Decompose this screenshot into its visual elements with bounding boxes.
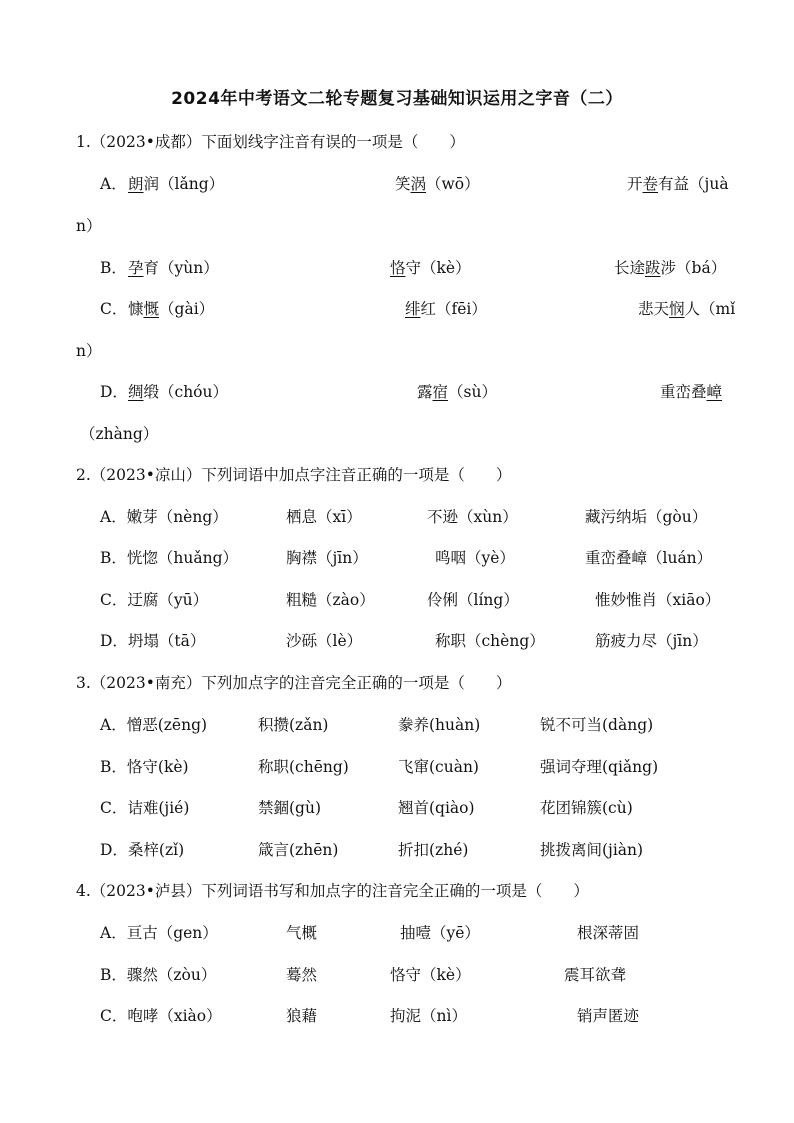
option-word: 挑拨离间(jiàn): [540, 841, 644, 859]
underlined-char: 朗: [128, 175, 144, 193]
word-text: 露: [417, 383, 433, 401]
option-word: 销声匿迹: [577, 1007, 640, 1025]
word-text: 涉（bá）: [660, 259, 727, 277]
option-word: B．恍惚（huǎng）: [100, 549, 239, 567]
underlined-char: 孕: [128, 259, 144, 277]
option-word: 鸣咽（yè）: [435, 549, 515, 567]
option-label: D．: [100, 383, 128, 401]
option-label: B．: [100, 259, 127, 277]
page-title: 2024年中考语文二轮专题复习基础知识运用之字音（二）: [171, 89, 623, 109]
option-word: 折扣(zhé): [398, 841, 469, 859]
option-word: 根深蒂固: [577, 924, 640, 942]
option-word: A．嫩芽（nèng）: [100, 508, 228, 526]
question-2-stem: 2.（2023•凉山）下列词语中加点字注音正确的一项是（ ）: [76, 466, 512, 484]
option-word: D．桑梓(zǐ): [100, 841, 185, 859]
option-word: 不逊（xùn）: [427, 508, 518, 526]
q1-option-a-wrap: n）: [76, 217, 102, 235]
question-1-stem: 1.（2023•成都）下面划线字注音有误的一项是（ ）: [76, 133, 465, 151]
underlined-char: 慨: [143, 300, 160, 318]
option-word: C．咆哮（xiào）: [100, 1007, 222, 1025]
option-word: 筋疲力尽（jīn）: [595, 632, 708, 650]
underlined-char: 涡: [410, 175, 427, 193]
option-word: 气概: [286, 924, 318, 942]
question-4-stem: 4.（2023•泸县）下列词语书写和加点字的注音完全正确的一项是（ ）: [76, 882, 589, 900]
word-text: （gài）: [159, 300, 215, 318]
option-word: 拘泥（nì）: [390, 1007, 467, 1025]
option-word: 震耳欲聋: [564, 966, 627, 984]
option-word: 伶俐（líng）: [427, 591, 519, 609]
option-word: 抽噎（yē）: [400, 924, 480, 942]
option-word: 翘首(qiào): [398, 799, 475, 817]
option-word: A．亘古（gen）: [100, 924, 218, 942]
word-text: （sù）: [448, 383, 497, 401]
option-word: 豢养(huàn): [398, 716, 481, 734]
option-word: 胸襟（jīn）: [286, 549, 368, 567]
word-text: 长途: [614, 259, 646, 277]
option-word: 积攒(zǎn): [258, 716, 329, 734]
option-word: B．骤然（zòu）: [100, 966, 217, 984]
option-word: A．憎恶(zēng): [100, 716, 208, 734]
word-text: 有益（juà: [658, 175, 729, 193]
option-word: 藏污纳垢（gòu）: [585, 508, 708, 526]
underlined-char: 绯: [405, 300, 421, 318]
word-text: 重峦叠: [660, 383, 707, 401]
underlined-char: 卷: [642, 175, 659, 193]
word-text: 笑: [395, 175, 411, 193]
word-text: 润（lǎng）: [143, 175, 225, 193]
underlined-char: 绸: [128, 383, 144, 401]
option-word: 箴言(zhēn): [258, 841, 339, 859]
option-word: 重峦叠嶂（luán）: [585, 549, 713, 567]
option-word: 惟妙惟肖（xiāo）: [595, 591, 721, 609]
option-word: 恪守（kè）: [390, 966, 471, 984]
underlined-char: 宿: [432, 383, 449, 401]
option-word: C．诘难(jié): [100, 799, 190, 817]
option-word: 禁錮(gù): [258, 799, 321, 817]
option-word: 锐不可当(dàng): [540, 716, 654, 734]
word-text: 慷: [128, 300, 144, 318]
word-text: 守（kè）: [405, 259, 471, 277]
option-word: B．恪守(kè): [100, 758, 189, 776]
option-label: A．: [100, 175, 127, 193]
word-text: 红（fēi）: [420, 300, 487, 318]
option-word: 称职（chèng）: [435, 632, 545, 650]
option-word: D．坍塌（tā）: [100, 632, 206, 650]
option-word: 栖息（xī）: [286, 508, 362, 526]
option-word: 强词夺理(qiǎng): [540, 758, 659, 776]
word-text: （wō）: [426, 175, 480, 193]
option-word: 粗糙（zào）: [286, 591, 375, 609]
option-word: 蓦然: [286, 966, 318, 984]
word-text: 人（mǐ: [684, 300, 736, 318]
option-word: C．迂腐（yū）: [100, 591, 209, 609]
option-word: 花团锦簇(cù): [540, 799, 633, 817]
underlined-char: 悯: [669, 300, 685, 318]
option-word: 飞窜(cuàn): [398, 758, 479, 776]
q1-option-c-wrap: n）: [76, 342, 102, 360]
underlined-char: 跋: [645, 259, 661, 277]
option-word: 称职(chēng): [258, 758, 349, 776]
word-text: 开: [627, 175, 643, 193]
word-text: 悲天: [638, 300, 670, 318]
option-word: 沙砾（lè）: [286, 632, 363, 650]
underlined-char: 嶂: [706, 383, 723, 401]
underlined-char: 恪: [390, 259, 406, 277]
word-text: 育（yùn）: [143, 259, 219, 277]
question-3-stem: 3.（2023•南充）下列加点字的注音完全正确的一项是（ ）: [76, 674, 512, 692]
option-label: C．: [100, 300, 128, 318]
option-word: 狼藉: [286, 1007, 318, 1025]
word-text: 缎（chóu）: [143, 383, 228, 401]
q1-option-d-wrap: （zhàng）: [80, 425, 159, 443]
